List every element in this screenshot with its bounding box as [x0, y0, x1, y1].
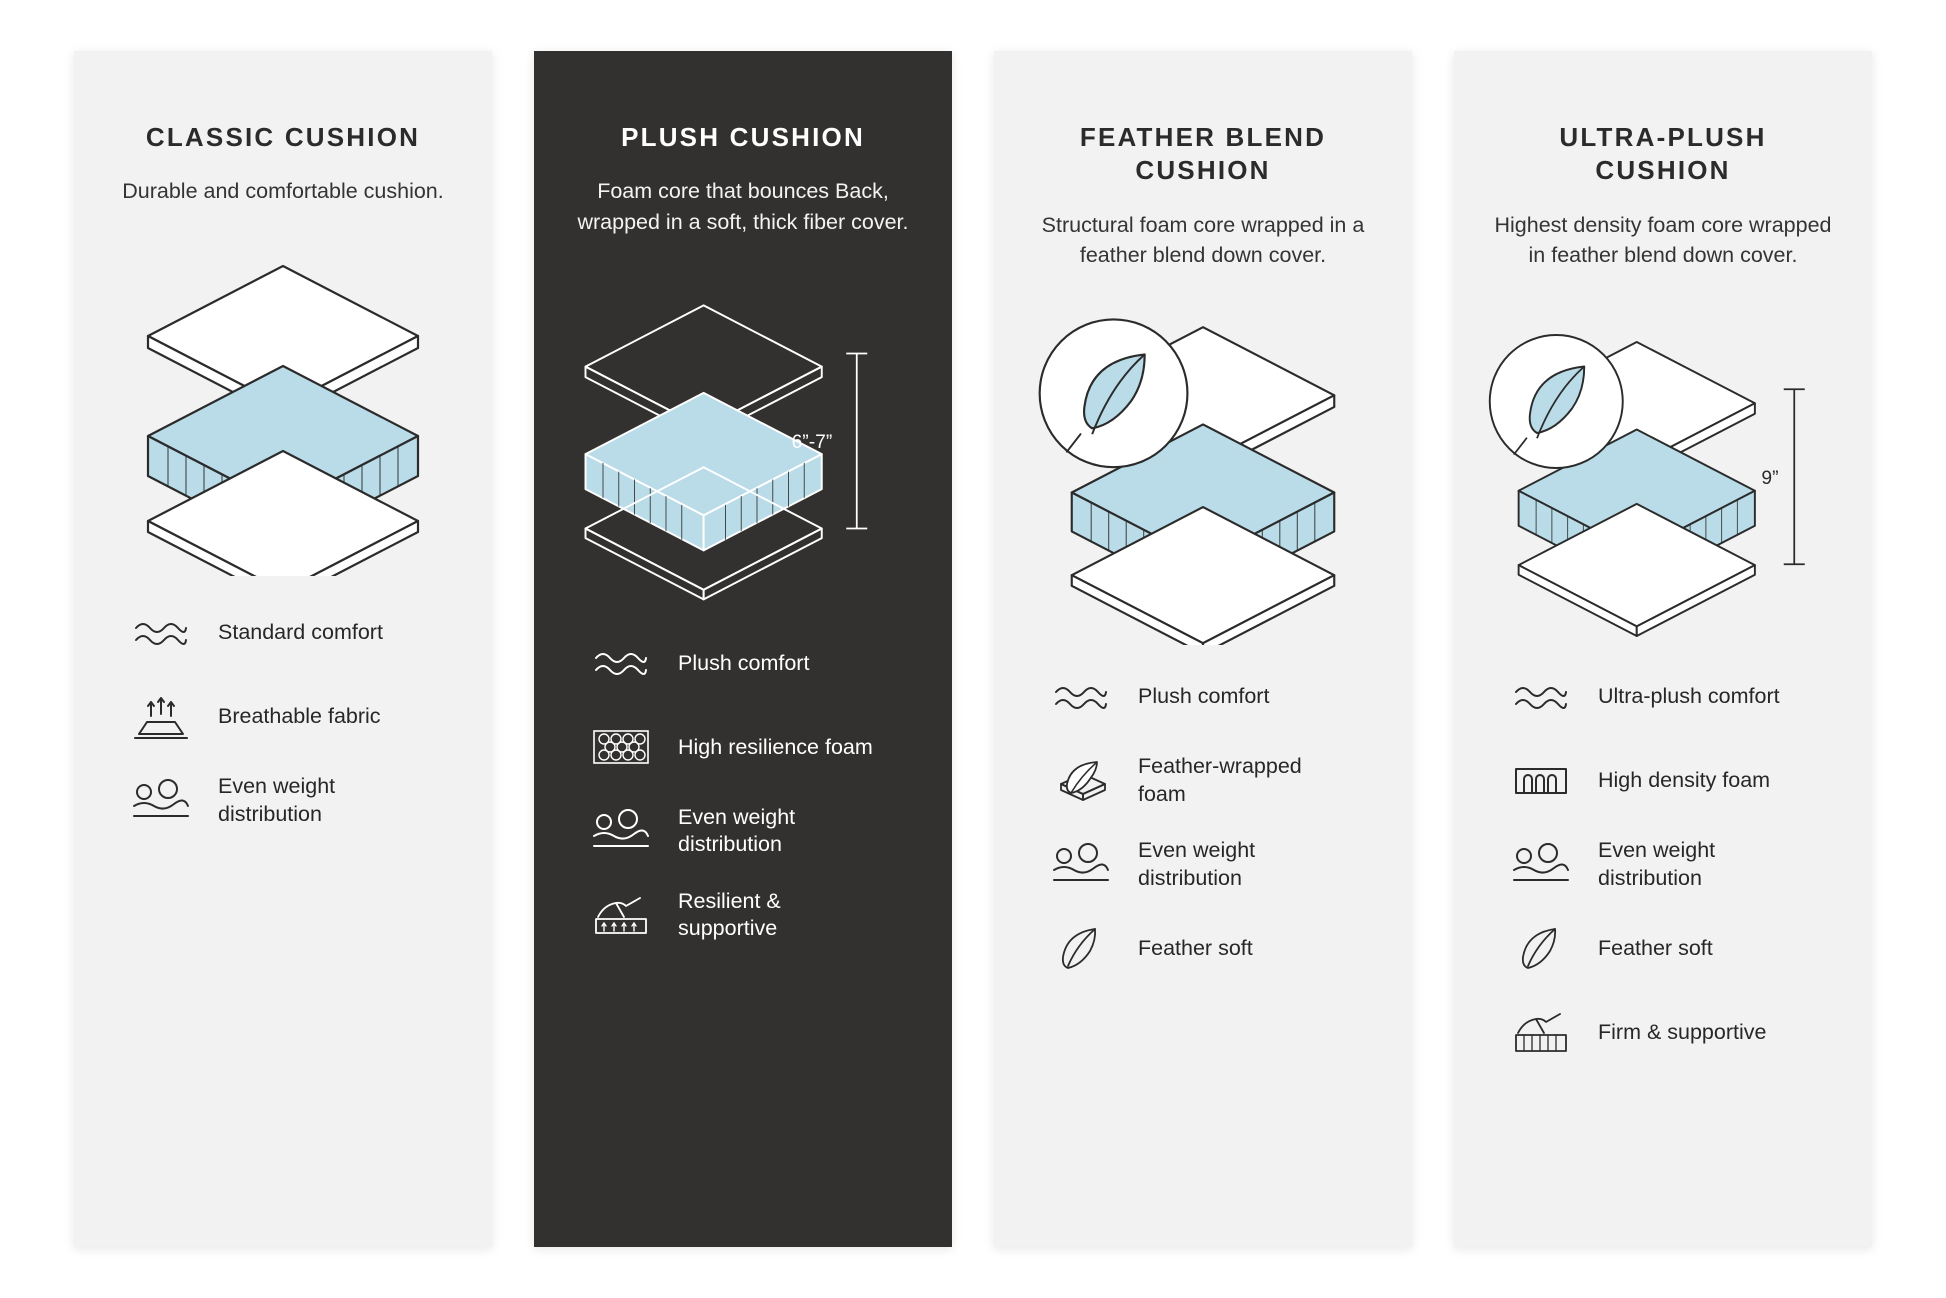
feature-item	[126, 773, 458, 829]
dimension-label: 9”	[1761, 467, 1779, 489]
feature-label: High resilience foam	[678, 734, 873, 759]
feather-icon	[1046, 921, 1116, 977]
firm-support-icon	[1506, 1005, 1576, 1061]
card-title: PLUSH CUSHION	[621, 122, 865, 152]
wave-comfort-icon	[586, 635, 656, 691]
breathable-fabric-icon	[126, 689, 196, 745]
card-description: Highest density foam core wrapped in feather blend down cover.	[1494, 212, 1832, 268]
layered-cushion-illustration	[1488, 305, 1838, 645]
layered-cushion-illustration	[118, 246, 448, 576]
card-plush-cushion	[534, 51, 952, 1247]
feature-label: High density foam	[1598, 767, 1771, 792]
card-description: Foam core that bounces Back, wrapped in a soft, thick fiber cover.	[577, 179, 909, 234]
leaf-badge-icon	[1040, 319, 1188, 467]
feature-item	[126, 689, 458, 745]
high-density-foam-icon	[1506, 753, 1576, 809]
feature-label: Even weight distribution	[218, 774, 336, 826]
feature-item	[1506, 1005, 1838, 1061]
resilient-support-icon	[586, 887, 656, 943]
dimension-label: 6”-7”	[791, 432, 833, 454]
feature-label: Firm & supportive	[1598, 1019, 1767, 1044]
feature-item	[1046, 753, 1378, 809]
feature-item	[1506, 753, 1838, 809]
feature-label: Plush comfort	[678, 650, 810, 675]
feature-list	[568, 635, 918, 943]
feature-item	[1506, 669, 1838, 725]
wave-comfort-icon	[1046, 669, 1116, 725]
feature-item	[1506, 837, 1838, 893]
feature-item	[1506, 921, 1838, 977]
card-title: ULTRA-PLUSH CUSHION	[1559, 122, 1767, 186]
feature-label: Even weight distribution	[1138, 838, 1256, 890]
feature-item	[586, 635, 918, 691]
feature-list	[1488, 669, 1838, 1061]
layered-cushion-illustration	[1028, 305, 1378, 645]
honeycomb-foam-icon	[586, 719, 656, 775]
card-classic-cushion	[74, 51, 492, 1247]
feature-item	[1046, 921, 1378, 977]
feature-label: Feather-wrapped foam	[1138, 754, 1302, 806]
feature-label: Plush comfort	[1138, 683, 1270, 708]
card-title: FEATHER BLEND CUSHION	[1079, 122, 1327, 186]
feature-item	[1046, 669, 1378, 725]
feature-label: Breathable fabric	[218, 704, 381, 729]
feature-label: Standard comfort	[218, 620, 383, 645]
feather-icon	[1506, 921, 1576, 977]
wave-comfort-icon	[126, 605, 196, 661]
feature-item	[126, 605, 458, 661]
card-feather-blend-cushion	[994, 51, 1412, 1247]
card-ultra-plush-cushion	[1454, 51, 1872, 1247]
cushion-diagram-ultra-plush	[1488, 295, 1838, 655]
feature-label: Feather soft	[1138, 935, 1253, 960]
feature-item	[1046, 837, 1378, 893]
card-description: Structural foam core wrapped in a feather blend down cover.	[1041, 212, 1365, 268]
card-description: Durable and comfortable cushion.	[122, 179, 444, 204]
even-weight-distribution-icon	[1506, 837, 1576, 893]
even-weight-distribution-icon	[1046, 837, 1116, 893]
cushion-diagram-classic	[108, 231, 458, 591]
even-weight-distribution-icon	[126, 773, 196, 829]
feature-label: Ultra-plush comfort	[1598, 683, 1780, 708]
cushion-diagram-feather-blend	[1028, 295, 1378, 655]
feature-label: Feather soft	[1598, 935, 1713, 960]
feature-list	[1028, 669, 1378, 977]
feature-item	[586, 887, 918, 943]
wave-comfort-icon	[1506, 669, 1576, 725]
layered-cushion-illustration	[568, 271, 918, 611]
leaf-badge-icon	[1490, 335, 1623, 468]
feather-wrapped-foam-icon	[1046, 753, 1116, 809]
card-title: CLASSIC CUSHION	[145, 122, 421, 152]
feature-label: Resilient & supportive	[678, 888, 781, 941]
feature-list	[108, 605, 458, 829]
feature-label: Even weight distribution	[1598, 838, 1716, 890]
feature-item	[586, 803, 918, 859]
feature-label: Even weight distribution	[678, 804, 796, 857]
even-weight-distribution-icon	[586, 803, 656, 859]
cushion-diagram-plush	[568, 261, 918, 621]
feature-item	[586, 719, 918, 775]
